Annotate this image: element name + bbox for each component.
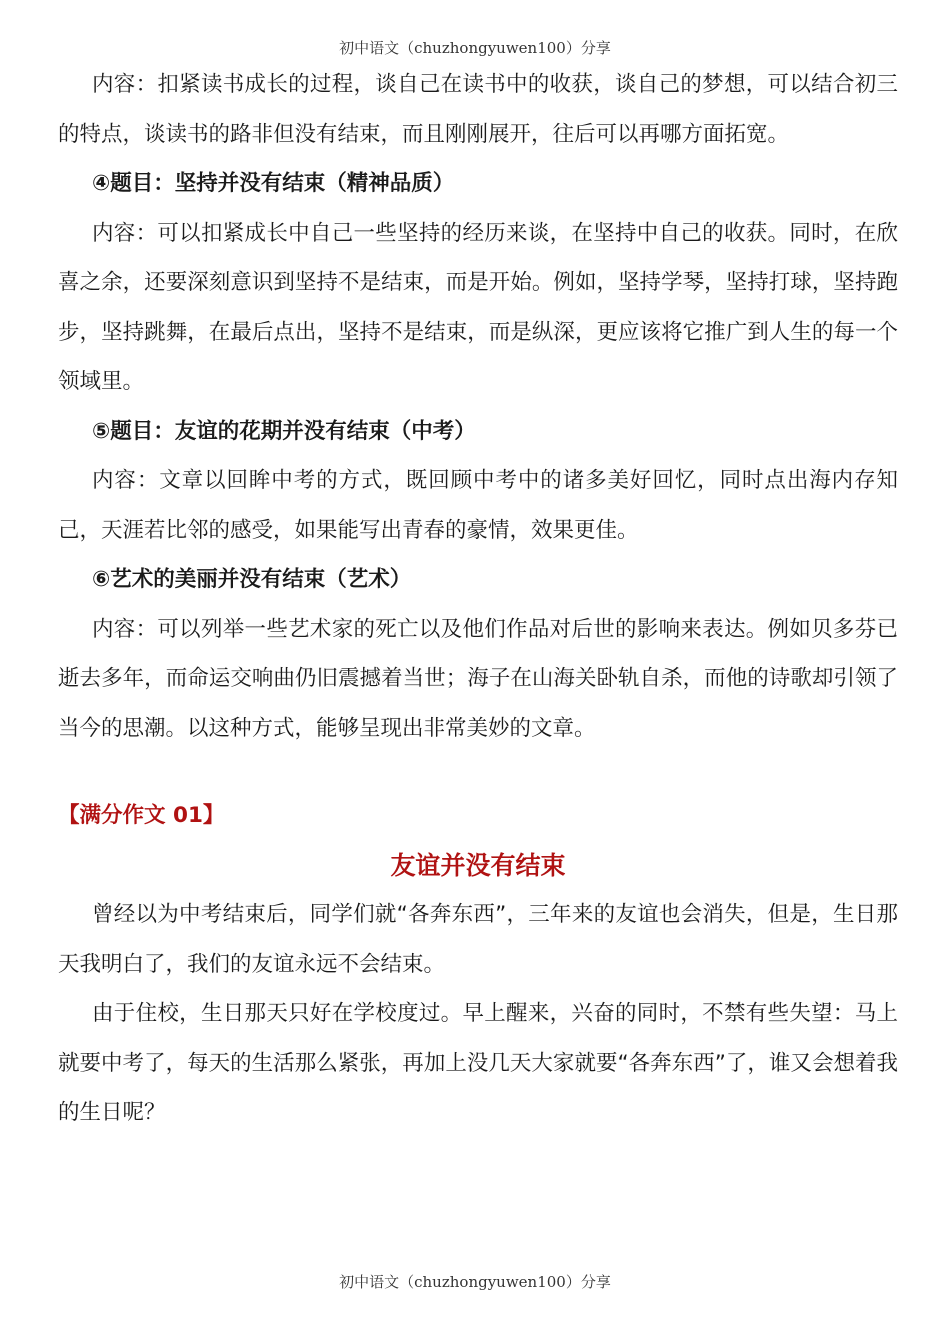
paragraph-persistence-content: 内容：可以扣紧成长中自己一些坚持的经历来谈，在坚持中自己的收获。同时，在欣喜之余，还要深刻意识到坚持不是结束，而是开始。例如，坚持学琴，坚持打球，坚持跑步，坚持跳舞，在最后点出，坚持不是结束，而是纵深，更应该将它推广到人生的每一个领域里。 <box>58 220 898 394</box>
paragraph-friendship-content: 内容：文章以回眸中考的方式，既回顾中考中的诸多美好回忆，同时点出海内存知己，天涯若比邻的感受，如果能写出青春的豪情，效果更佳。 <box>58 468 898 543</box>
heading-persistence: ④题目：坚持并没有结束（精神品质） <box>92 171 455 196</box>
paragraph-reading-content: 内容：扣紧读书成长的过程，谈自己在读书中的收获，谈自己的梦想，可以结合初三的特点，谈读书的路非但没有结束，而且刚刚展开，往后可以再哪方面拓宽。 <box>58 72 898 147</box>
document-body <box>58 60 898 1138</box>
page-footer: 初中语文（chuzhongyuwen100）分享 <box>339 1273 611 1291</box>
paragraph-art-content: 内容：可以列举一些艺术家的死亡以及他们作品对后世的影响来表达。例如贝多芬已逝去多年，而命运交响曲仍旧震撼着当世；海子在山海关卧轨自杀，而他的诗歌却引领了当今的思潮。以这种方式，能够呈现出非常美妙的文章。 <box>58 616 898 741</box>
heading-art: ⑥艺术的美丽并没有结束（艺术） <box>92 567 412 592</box>
essay-tag: 【满分作文 01】 <box>58 803 225 828</box>
page-header: 初中语文（chuzhongyuwen100）分享 <box>339 39 611 57</box>
heading-friendship: ⑤题目：友谊的花期并没有结束（中考） <box>92 418 476 444</box>
essay-paragraph: 曾经以为中考结束后，同学们就“各奔东西”，三年来的友谊也会消失，但是，生日那天我明白了，我们的友谊永远不会结束。 <box>58 902 898 977</box>
essay-paragraph: 由于住校，生日那天只好在学校度过。早上醒来，兴奋的同时，不禁有些失望：马上就要中考了，每天的生活那么紧张，再加上没几天大家就要“各奔东西”了，谁又会想着我的生日呢？ <box>58 1001 898 1125</box>
section-gap <box>58 753 898 791</box>
essay-title: 友谊并没有结束 <box>390 850 566 880</box>
